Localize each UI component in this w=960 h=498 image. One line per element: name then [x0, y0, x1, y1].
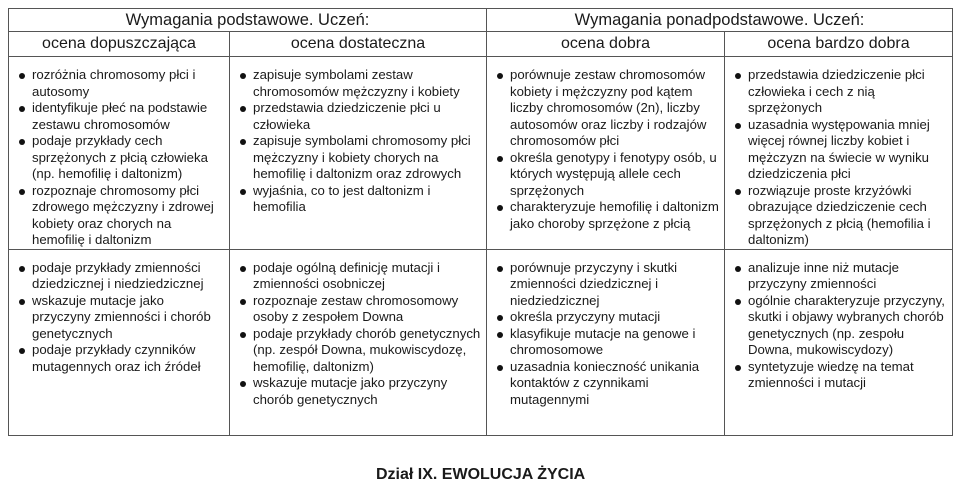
- list-item: zapisuje symbolami chromosomy płci mężczyzny i kobiety chorych na hemofilię i daltonizm oraz zdrowych: [240, 133, 482, 183]
- advanced-requirements-header: Wymagania ponadpodstawowe. Uczeń:: [487, 9, 953, 32]
- requirement-list: [487, 57, 724, 232]
- table-row: [9, 57, 953, 250]
- list-item: identyfikuje płeć na podstawie zestawu chromosomów: [19, 100, 225, 133]
- list-item: rozpoznaje zestaw chromosomowy osoby z zespołem Downa: [240, 293, 482, 326]
- grade-header: ocena dostateczna: [230, 32, 487, 57]
- list-item: podaje przykłady czynników mutagennych oraz ich źródeł: [19, 342, 225, 375]
- list-item: porównuje przyczyny i skutki zmienności dziedzicznej i niedziedzicznej: [497, 260, 720, 310]
- list-item: podaje przykłady chorób genetycznych (np. zespół Downa, mukowiscydozę, hemofilię, daltonizm): [240, 326, 482, 376]
- list-item: analizuje inne niż mutacje przyczyny zmienności: [735, 260, 948, 293]
- list-item: podaje przykłady zmienności dziedzicznej i niedziedzicznej: [19, 260, 225, 293]
- table-row: [9, 249, 953, 435]
- table-cell: [230, 249, 487, 435]
- list-item: określa przyczyny mutacji: [497, 309, 720, 326]
- list-item: rozpoznaje chromosomy płci zdrowego mężczyzny i zdrowej kobiety oraz chorych na hemofilię i daltonizm: [19, 183, 225, 249]
- list-item: charakteryzuje hemofilię i daltonizm jako choroby sprzężone z płcią: [497, 199, 720, 232]
- list-item: zapisuje symbolami zestaw chromosomów mężczyzny i kobiety: [240, 67, 482, 100]
- grade-header: ocena dopuszczająca: [9, 32, 230, 57]
- list-item: wskazuje mutacje jako przyczyny chorób genetycznych: [240, 375, 482, 408]
- list-item: przedstawia dziedziczenie płci u człowieka: [240, 100, 482, 133]
- table-cell: [487, 249, 725, 435]
- table-cell: [9, 57, 230, 250]
- list-item: porównuje zestaw chromosomów kobiety i mężczyzny pod kątem liczby chromosomów (2n), liczby autosomów oraz liczby i rodzajów chromosomów płci: [497, 67, 720, 150]
- grade-header: ocena bardzo dobra: [725, 32, 953, 57]
- list-item: rozróżnia chromosomy płci i autosomy: [19, 67, 225, 100]
- requirement-list: [487, 250, 724, 409]
- grade-header: ocena dobra: [487, 32, 725, 57]
- requirement-list: [9, 250, 229, 376]
- requirement-list: [230, 57, 486, 216]
- list-item: określa genotypy i fenotypy osób, u których występują allele cech sprzężonych: [497, 150, 720, 200]
- requirement-list: [725, 57, 952, 249]
- table-cell: [487, 57, 725, 250]
- list-item: uzasadnia konieczność unikania kontaktów z czynnikami mutagennymi: [497, 359, 720, 409]
- list-item: wskazuje mutacje jako przyczyny zmienności i chorób genetycznych: [19, 293, 225, 343]
- list-item: klasyfikuje mutacje na genowe i chromosomowe: [497, 326, 720, 359]
- list-item: przedstawia dziedziczenie płci człowieka i cech z nią sprzężonych: [735, 67, 948, 117]
- table-cell: [725, 57, 953, 250]
- table-cell: [230, 57, 487, 250]
- requirements-level-header-row: [9, 9, 953, 32]
- list-item: syntetyzuje wiedzę na temat zmienności i mutacji: [735, 359, 948, 392]
- list-item: uzasadnia występowania mniej więcej równej liczby kobiet i mężczyzn na świecie w wyniku dziedziczenia płci: [735, 117, 948, 183]
- requirement-list: [9, 57, 229, 249]
- list-item: podaje przykłady cech sprzężonych z płcią człowieka (np. hemofilię i daltonizm): [19, 133, 225, 183]
- requirement-list: [725, 250, 952, 392]
- requirements-table: [8, 8, 953, 436]
- list-item: wyjaśnia, co to jest daltonizm i hemofilia: [240, 183, 482, 216]
- list-item: ogólnie charakteryzuje przyczyny, skutki i objawy wybranych chorób genetycznych (np. zespołu Downa, mukowiscydozy): [735, 293, 948, 359]
- section-title: Dział IX. EWOLUCJA ŻYCIA: [376, 466, 586, 483]
- grade-header-row: [9, 32, 953, 57]
- requirement-list: [230, 250, 486, 409]
- list-item: podaje ogólną definicję mutacji i zmienności osobniczej: [240, 260, 482, 293]
- table-cell: [725, 249, 953, 435]
- list-item: rozwiązuje proste krzyżówki obrazujące dziedziczenie cech sprzężonych z płcią (hemofilia i daltonizm): [735, 183, 948, 249]
- table-cell: [9, 249, 230, 435]
- basic-requirements-header: Wymagania podstawowe. Uczeń:: [9, 9, 487, 32]
